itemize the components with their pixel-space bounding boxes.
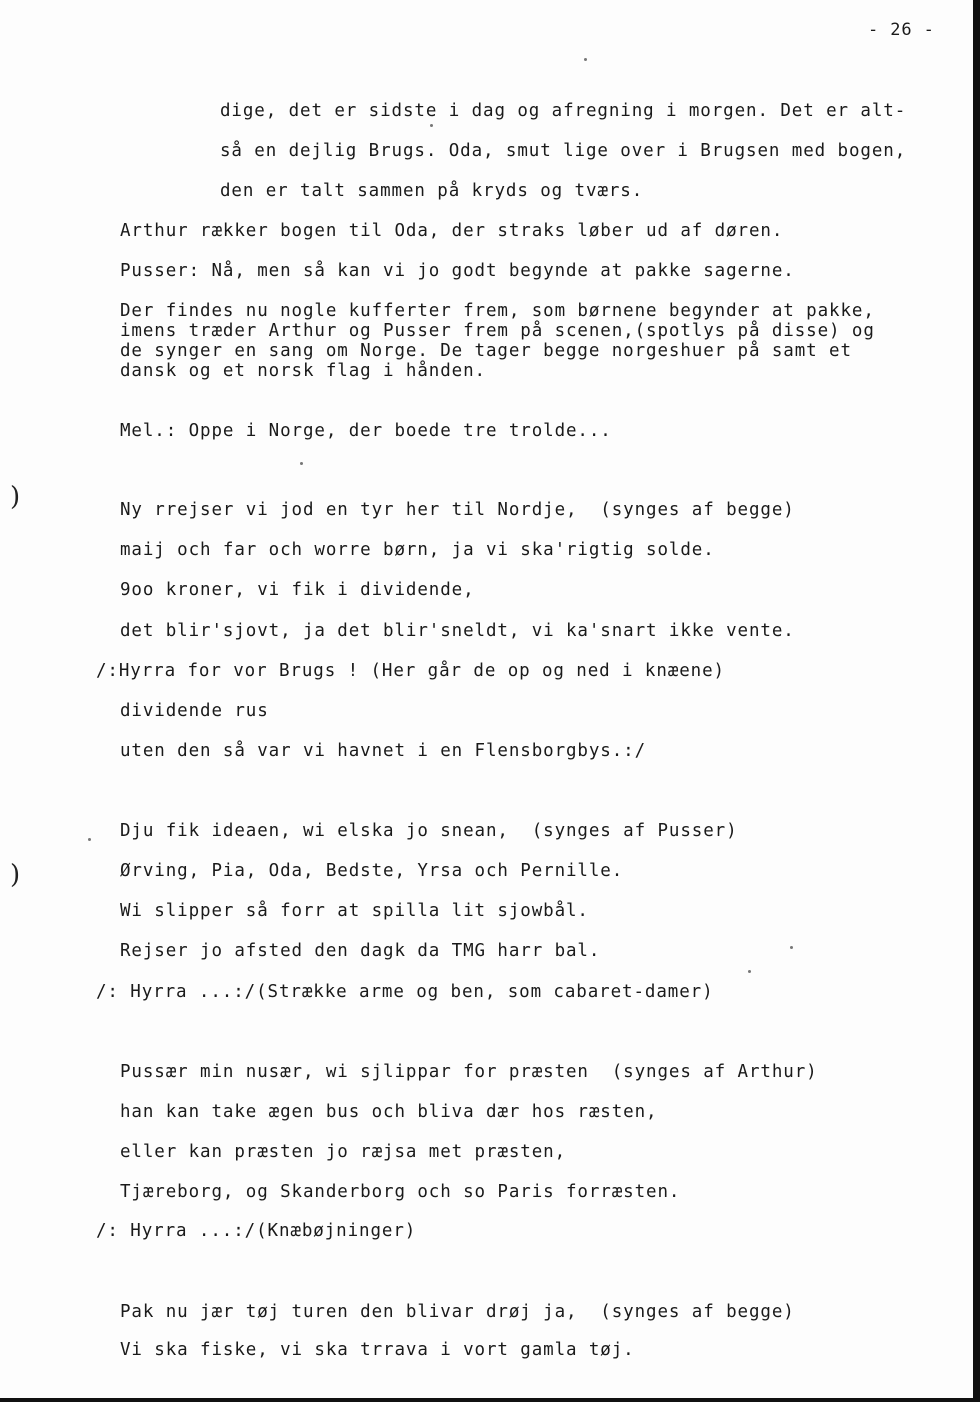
song-line: eller kan præsten jo ræjsa met præsten, bbox=[120, 1142, 566, 1162]
page-number: - 26 - bbox=[868, 20, 935, 40]
dialogue-line: Pusser: Nå, men så kan vi jo godt begynde at pakke sagerne. bbox=[120, 261, 795, 281]
margin-mark: ) bbox=[10, 482, 21, 512]
scan-edge-right bbox=[973, 0, 980, 1402]
song-line: han kan take ægen bus och bliva dær hos ræsten, bbox=[120, 1102, 658, 1122]
scan-speck bbox=[790, 946, 793, 949]
text-line: dige, det er sidste i dag og afregning i morgen. Det er alt- bbox=[220, 101, 907, 121]
song-line: Ny rrejser vi jod en tyr her til Nordje, (synges af begge) bbox=[120, 500, 795, 520]
text-line: den er talt sammen på kryds og tværs. bbox=[220, 181, 644, 201]
scan-speck bbox=[300, 462, 303, 465]
song-refrain: /: Hyrra ...:/(Knæbøjninger) bbox=[96, 1221, 417, 1241]
song-line: Tjæreborg, og Skanderborg och so Paris forræsten. bbox=[120, 1182, 681, 1202]
song-line: Pak nu jær tøj turen den blivar drøj ja, (synges af begge) bbox=[120, 1302, 795, 1322]
scan-speck bbox=[748, 970, 751, 973]
song-refrain: /: Hyrra ...:/(Strække arme og ben, som cabaret-damer) bbox=[96, 982, 714, 1002]
song-line: dividende rus bbox=[120, 701, 269, 721]
song-line: Dju fik ideaen, wi elska jo snean, (synges af Pusser) bbox=[120, 821, 738, 841]
scan-speck bbox=[88, 838, 91, 841]
song-line: maij och far och worre børn, ja vi ska'rigtig solde. bbox=[120, 540, 715, 560]
stage-direction: imens træder Arthur og Pusser frem på scenen,(spotlys på disse) og bbox=[120, 321, 875, 341]
stage-direction: de synger en sang om Norge. De tager begge norgeshuer på samt et bbox=[120, 341, 852, 361]
song-line: Vi ska fiske, vi ska trrava i vort gamla tøj. bbox=[120, 1340, 635, 1360]
song-line: uten den så var vi havnet i en Flensborgbys.:/ bbox=[120, 741, 647, 761]
song-line: Rejser jo afsted den dagk da TMG harr bal. bbox=[120, 941, 601, 961]
stage-direction: dansk og et norsk flag i hånden. bbox=[120, 361, 486, 381]
scan-speck bbox=[584, 58, 587, 61]
song-line: det blir'sjovt, ja det blir'sneldt, vi ka'snart ikke vente. bbox=[120, 621, 795, 641]
song-line: 9oo kroner, vi fik i dividende, bbox=[120, 580, 475, 600]
melody-line: Mel.: Oppe i Norge, der boede tre trolde... bbox=[120, 421, 612, 441]
song-line: Pussær min nusær, wi sjlippar for præsten (synges af Arthur) bbox=[120, 1062, 818, 1082]
scan-speck bbox=[430, 124, 433, 127]
text-line: så en dejlig Brugs. Oda, smut lige over i Brugsen med bogen, bbox=[220, 141, 907, 161]
scan-edge-bottom bbox=[0, 1398, 980, 1402]
stage-direction: Der findes nu nogle kufferter frem, som børnene begynder at pakke, bbox=[120, 301, 875, 321]
song-refrain: /:Hyrra for vor Brugs ! (Her går de op og ned i knæene) bbox=[96, 661, 725, 681]
stage-direction: Arthur rækker bogen til Oda, der straks løber ud af døren. bbox=[120, 221, 784, 241]
song-line: Wi slipper så forr at spilla lit sjowbål. bbox=[120, 901, 589, 921]
song-line: Ørving, Pia, Oda, Bedste, Yrsa och Pernille. bbox=[120, 861, 624, 881]
margin-mark: ) bbox=[10, 860, 21, 890]
